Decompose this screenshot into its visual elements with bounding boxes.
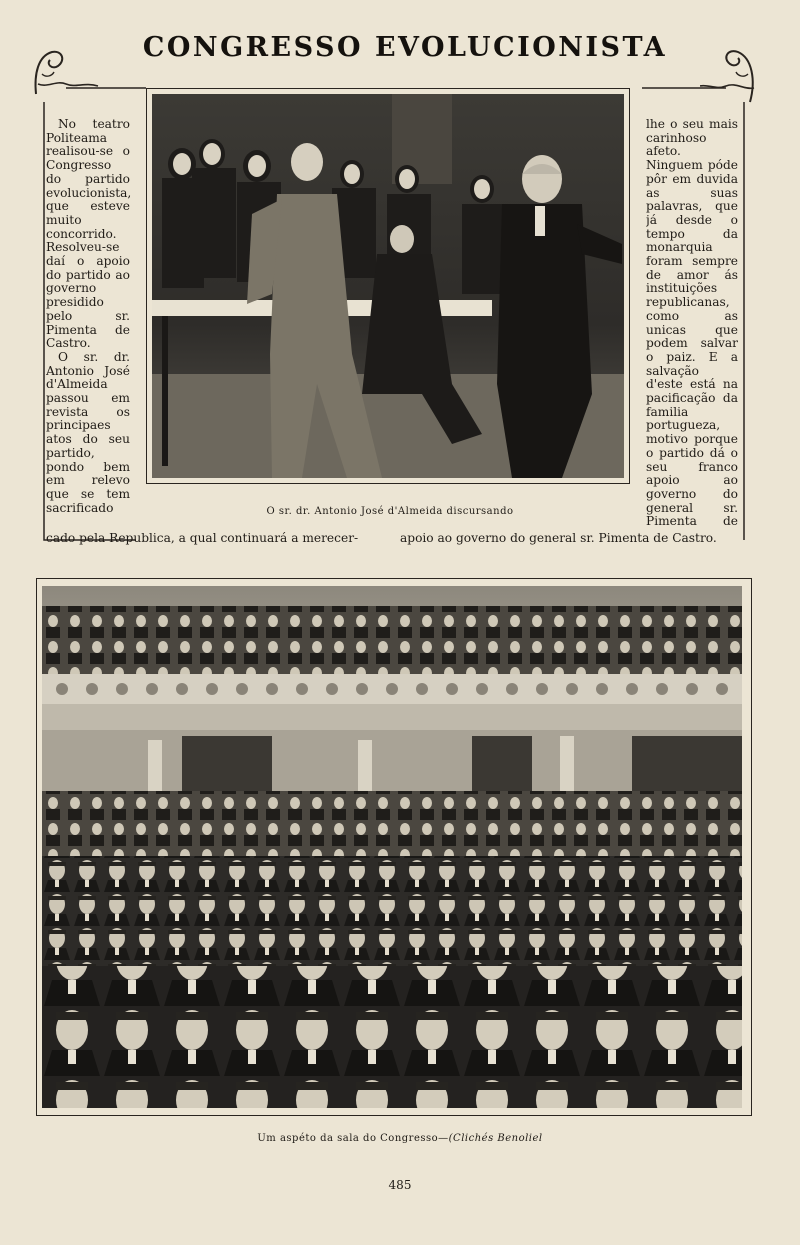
article-paragraph: lhe o seu mais carinhoso afeto. Ninguem póde pôr em duvida as suas palavras, que já desde o tempo da monarquia foram sempre de amor ás instituições republicanas, como as unicas que podem salvar o paiz. E a salvação d'este está na pacificação da familia portugueza, motivo porque o partido dá o seu franco apoio ao governo do general sr. Pimenta de	[646, 118, 738, 529]
hall-caption-text: Um aspéto da sala do Congresso—	[257, 1133, 449, 1144]
speaker-photo-caption: O sr. dr. Antonio José d'Almeida discursando	[266, 506, 514, 517]
hall-caption-credit: (Clichés Benoliel	[448, 1133, 543, 1144]
article-paragraph: O sr. dr. Antonio José d'Almeida passou em revista os principaes atos do seu partido, pondo bem em relevo que se tem sacrificado	[46, 350, 130, 515]
page-number: 485	[388, 1178, 412, 1192]
hall-photo-image	[42, 586, 742, 1108]
speaker-photo-image	[152, 94, 624, 478]
article-right-column	[646, 118, 738, 530]
page-title: CONGRESSO EVOLUCIONISTA	[142, 32, 668, 63]
article-left-last-line: cado pela Republica, a qual continuará a merecer-	[46, 531, 359, 545]
hall-photo	[42, 586, 742, 1108]
article-right-last-line: apoio ao governo do general sr. Pimenta de Castro.	[400, 531, 717, 545]
speaker-photo	[152, 94, 624, 478]
hall-photo-caption	[100, 1133, 700, 1144]
article-left-column	[46, 118, 130, 516]
right-ornament-icon	[700, 44, 760, 108]
left-ornament-icon	[32, 44, 102, 102]
article-paragraph: No teatro Politeama realisou-se o Congresso do partido evolucionista, que esteve muito concorrido. Resolveu-se daí o apoio do partido ao governo presidido pelo sr. Pimenta de Castro.	[46, 117, 132, 351]
